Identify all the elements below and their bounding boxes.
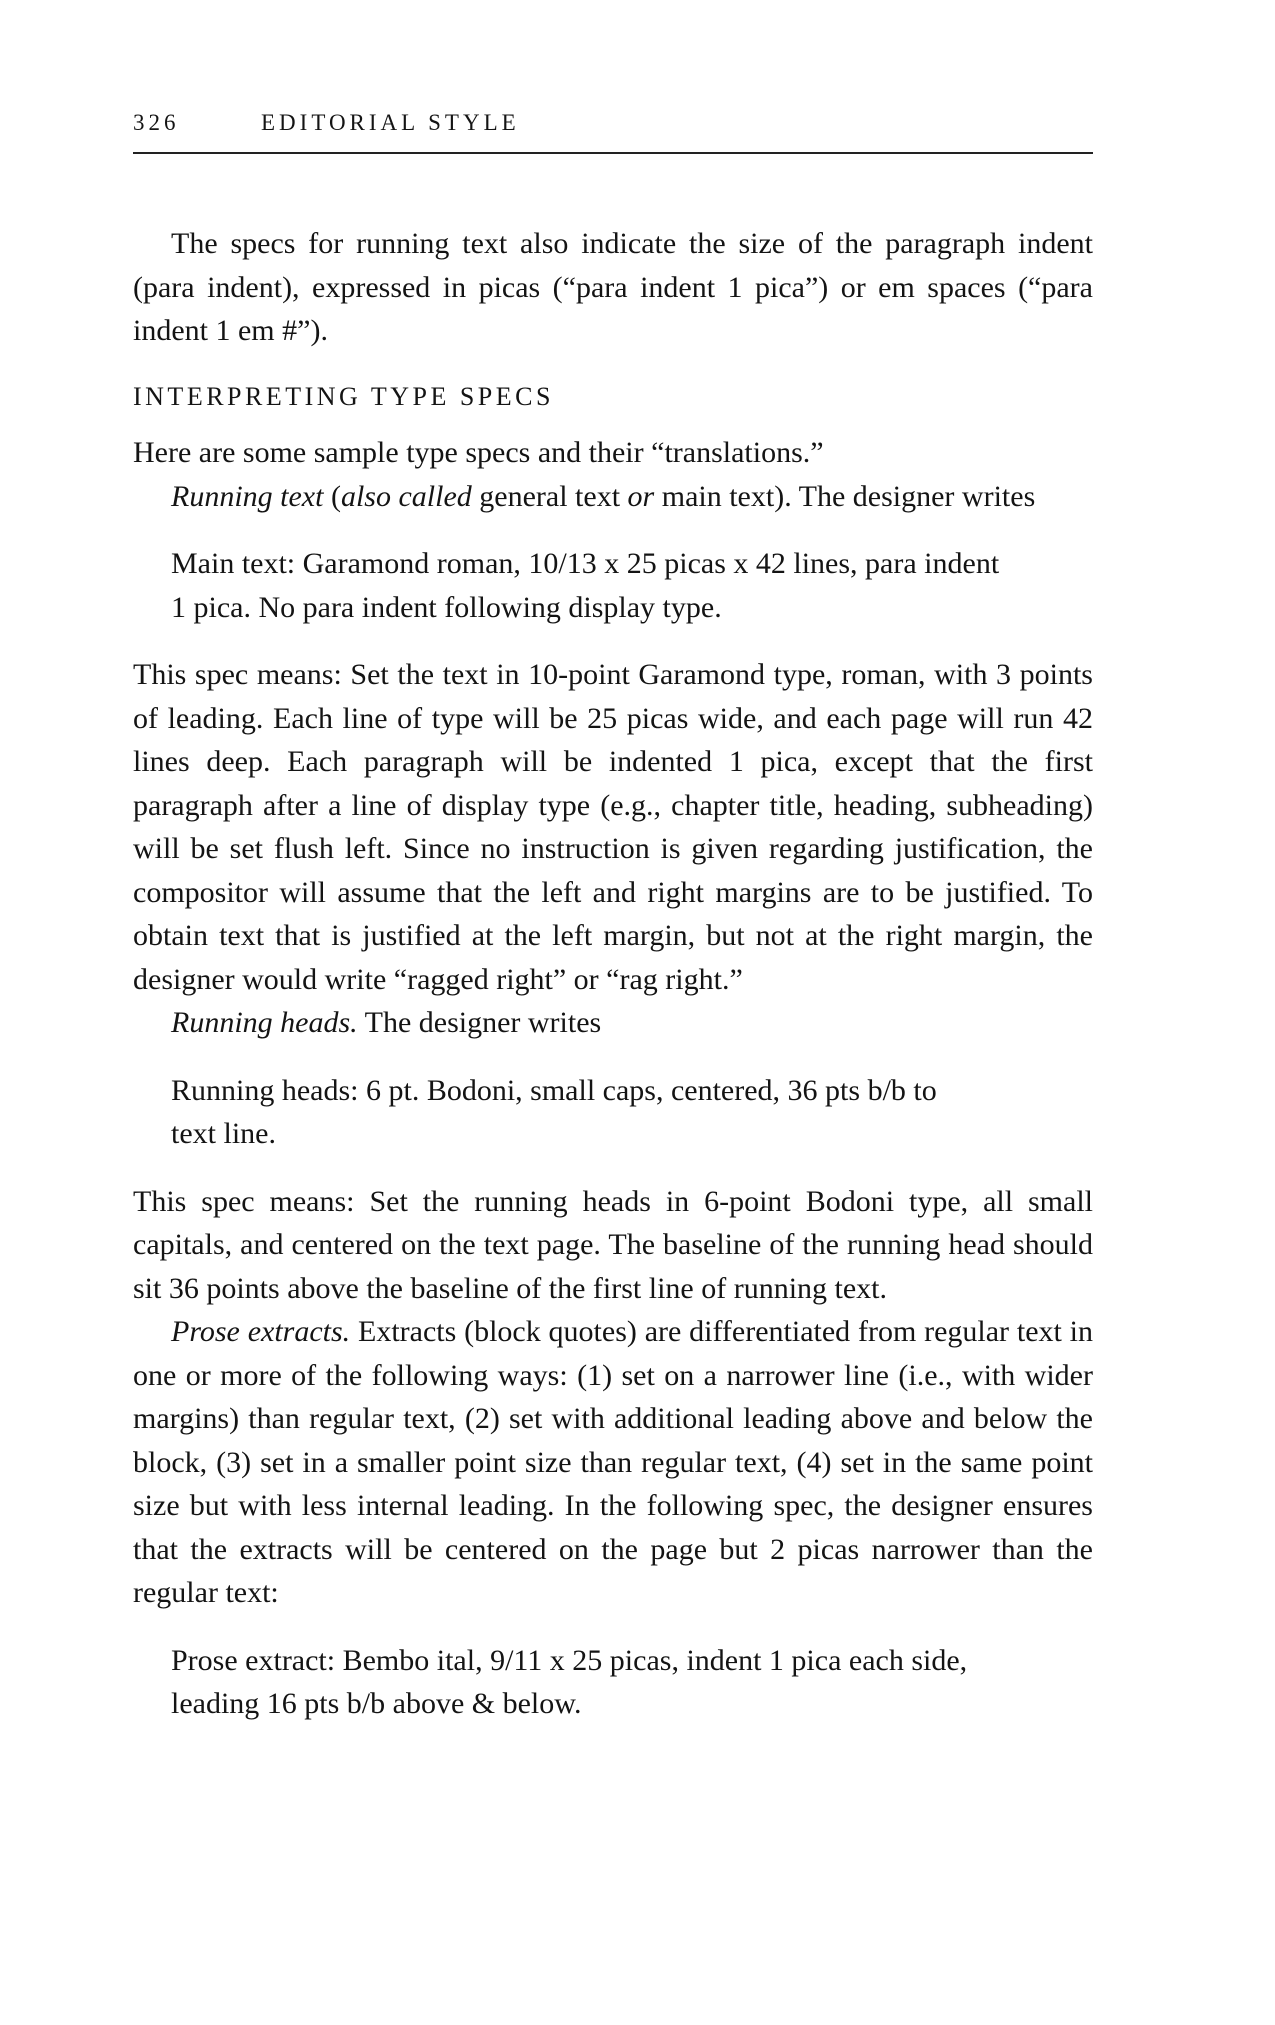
section-heading: INTERPRETING TYPE SPECS [133,381,554,411]
running-heads-rest: The designer writes [357,1006,602,1039]
paragraph-para-indent: The specs for running text also indicate the size of the paragraph indent (para indent), expressed in picas (“para indent 1 pica”) or em spaces (“para indent 1 em #”). [133,227,1093,347]
paragraph-prose-extracts [133,1310,1093,1615]
term-running-heads: Running heads. [171,1006,358,1039]
term-running-text: Running text [171,479,324,513]
body-text [133,222,1093,1750]
running-head [133,110,1093,136]
spec-line: Prose extract: Bembo ital, 9/11 x 25 picas, indent 1 pica each side, [171,1643,968,1677]
alt-general-text: general text [471,479,628,513]
header-rule [133,152,1093,154]
type-spec-prose-extract [171,1639,1093,1726]
paragraph-running-text [133,475,1093,519]
type-spec-main-text [171,542,1093,629]
spec-line: 1 pica. No para indent following display type. [171,590,722,624]
paragraph-intro: Here are some sample type specs and their “translations.” [133,436,824,469]
spec-line: Running heads: 6 pt. Bodoni, small caps, centered, 36 pts b/b to [171,1073,937,1107]
spec-line: leading 16 pts b/b above & below. [171,1687,582,1720]
or-text: or [627,479,655,513]
spec-line: Main text: Garamond roman, 10/13 x 25 picas x 42 lines, para indent [171,547,1000,580]
paragraph-running-heads [133,1001,1093,1045]
spec-line: text line. [171,1117,276,1150]
paragraph-main-text-explanation: This spec means: Set the text in 10-point Garamond type, roman, with 3 points of leading. Each line of type will be 25 picas wide, and each page will run 42 lines deep. Each paragraph will be indented 1 pica, except that the first paragraph after a line of display type (e.g., chapter title, heading, subheading) will be set flush left. Since no instruction is given regarding justification, the compositor will assume that the left and right margins are to be justified. To obtain text that is justified at the left margin, but not at the right margin, the designer would write “ragged right” or “rag right.” [133,658,1093,996]
page-number: 326 [133,110,180,135]
prose-extracts-rest: Extracts (block quotes) are differentiated from regular text in one or more of the following ways: (1) set on a narrower line (i.e., with wider margins) than regular text, (2) set with additional leading above and below the block, (3) set in a smaller point size than regular text, (4) set in the same point size but with less internal leading. In the following spec, the designer ensures that the extracts will be centered on the page but 2 picas narrower than the regular text: [133,1315,1094,1609]
running-title: EDITORIAL STYLE [261,110,520,135]
paren-open: ( [323,479,341,513]
type-spec-running-heads [171,1069,1093,1156]
also-called-text: also called [340,479,472,513]
alt-main-text: main text). The designer writes [654,479,1036,513]
term-prose-extracts: Prose extracts. [171,1315,351,1348]
paragraph-running-heads-explanation: This spec means: Set the running heads in 6-point Bodoni type, all small capitals, and centered on the text page. The baseline of the running head should sit 36 points above the baseline of the first line of running text. [133,1184,1093,1305]
